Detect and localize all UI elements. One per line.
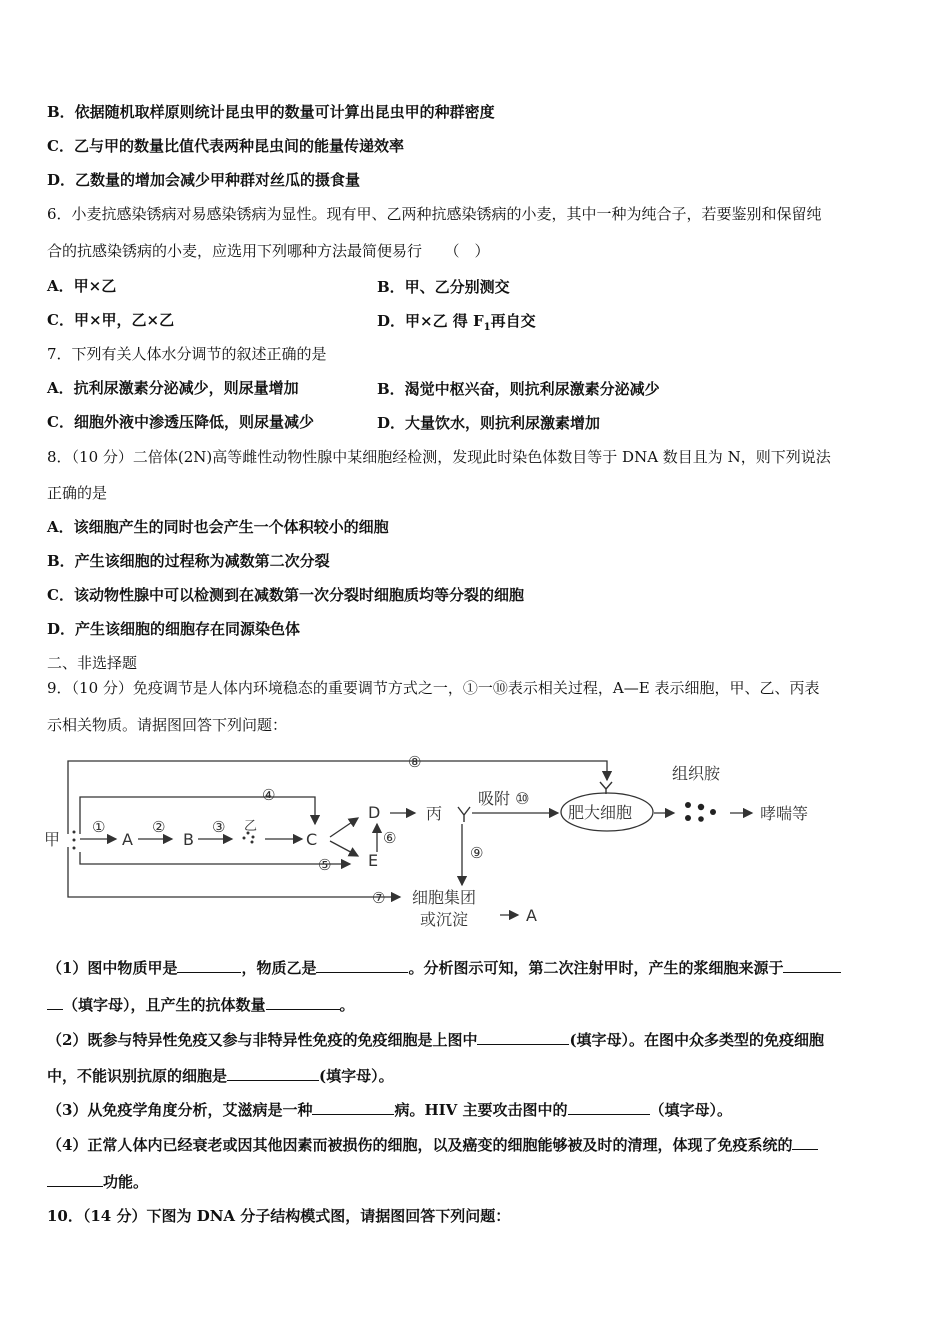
q8-stem-line2: 正确的是 <box>47 484 108 502</box>
label-xiaochuan: 哮喘等 <box>760 804 809 823</box>
q9-part3: （3）从免疫学角度分析，艾滋病是一种 病。HIV 主要攻击图中的 （填字母）。 <box>47 1101 733 1119</box>
q6-option-b: B．甲、乙分别测交 <box>377 278 510 296</box>
q9-stem-line2: 示相关物质。请据图回答下列问题： <box>47 716 288 734</box>
q10-stem: 10．（14 分）下图为 DNA 分子结构模式图，请据图回答下列问题： <box>47 1207 511 1225</box>
label-jituan-2: 或沉淀 <box>420 910 469 929</box>
label-2: ② <box>152 818 166 836</box>
q9-part1-line2: （填字母），且产生的抗体数量 。 <box>47 995 355 1015</box>
q7-stem: 7．下列有关人体水分调节的叙述正确的是 <box>47 345 327 363</box>
label-c: C <box>306 830 318 849</box>
label-a: A <box>122 830 133 849</box>
q8-option-b: B．产生该细胞的过程称为减数第二次分裂 <box>47 552 330 570</box>
q9-part1-line1: （1）图中物质甲是 ，物质乙是 。分析图示可知，第二次注射甲时，产生的浆细胞来源于 <box>47 958 841 978</box>
label-4: ④ <box>262 786 276 804</box>
q7-option-d: D．大量饮水，则抗利尿激素增加 <box>377 414 601 432</box>
label-jituan-1: 细胞集团 <box>412 888 477 907</box>
label-jia: 甲 <box>44 830 61 849</box>
immune-regulation-diagram <box>40 752 830 932</box>
q5-option-c: C．乙与甲的数量比值代表两种昆虫间的能量传递效率 <box>47 137 404 155</box>
label-8: ⑧ <box>408 753 422 771</box>
label-1: ① <box>92 818 106 836</box>
q6-option-d: D．甲×乙 得 $F_1$再自交 <box>377 312 536 333</box>
q8-option-d: D．产生该细胞的细胞存在同源染色体 <box>47 620 301 638</box>
section-heading: 二、非选择题 <box>47 654 138 672</box>
path-4 <box>80 797 315 834</box>
q8-stem-line1: 8．（10 分）二倍体(2N)高等雌性动物性腺中某细胞经检测，发现此时染色体数目等于 DNA 数目且为 N，则下列说法 <box>47 448 831 466</box>
q9-part2-line1: （2）既参与特异性免疫又参与非特异性免疫的免疫细胞是上图中 (填字母）。在图中众多类型的免疫细胞 <box>47 1031 825 1049</box>
q6-option-c: C．甲×甲，乙×乙 <box>47 311 175 329</box>
label-3: ③ <box>212 818 226 836</box>
q9-part2-line2: 中，不能识别抗原的细胞是 (填字母）。 <box>47 1067 394 1085</box>
label-6: ⑥ <box>383 829 397 847</box>
q7-option-b: B．渴觉中枢兴奋，则抗利尿激素分泌减少 <box>377 380 660 398</box>
label-5: ⑤ <box>318 856 332 874</box>
q8-option-c: C．该动物性腺中可以检测到在减数第一次分裂时细胞质均等分裂的细胞 <box>47 586 524 604</box>
path-7 <box>68 847 400 897</box>
label-bing: 丙 <box>426 804 443 823</box>
q6-option-a: A．甲×乙 <box>47 277 117 295</box>
label-7: ⑦ <box>372 889 386 907</box>
path-5 <box>80 852 350 864</box>
q6-stem-line1: 6．小麦抗感染锈病对易感染锈病为显性。现有甲、乙两种抗感染锈病的小麦，其中一种为纯合子，若要鉴别和保留纯 <box>47 205 822 223</box>
q5-option-b: B．依据随机取样原则统计昆虫甲的数量可计算出昆虫甲的种群密度 <box>47 103 495 121</box>
label-xifu: 吸附 ⑩ <box>478 789 530 808</box>
q9-part4-line1: （4）正常人体内已经衰老或因其他因素而被损伤的细胞，以及癌变的细胞能够被及时的清理，体现了免疫系统的 <box>47 1135 818 1155</box>
histamine-dots <box>685 802 716 822</box>
label-9: ⑨ <box>470 844 484 862</box>
q7-option-a: A．抗利尿激素分泌减少，则尿量增加 <box>47 379 299 397</box>
label-a2: A <box>526 906 537 925</box>
q5-option-d: D．乙数量的增加会减少甲种群对丝瓜的摄食量 <box>47 171 361 189</box>
label-b: B <box>183 830 194 849</box>
label-e: E <box>368 851 379 870</box>
label-yi: 乙 <box>244 819 258 834</box>
q9-part4-line2: 功能。 <box>47 1172 148 1192</box>
q8-option-a: A．该细胞产生的同时也会产生一个体积较小的细胞 <box>47 518 389 536</box>
q9-stem-line1: 9．（10 分）免疫调节是人体内环境稳态的重要调节方式之一，①一⑩表示相关过程，A—E 表示细胞，甲、乙、丙表 <box>47 679 820 697</box>
label-zuzhian: 组织胺 <box>672 764 721 783</box>
label-d: D <box>368 803 381 822</box>
q6-stem-line2: 合的抗感染锈病的小麦，应选用下列哪种方法最简便易行 （ ） <box>47 242 490 260</box>
label-feida: 肥大细胞 <box>568 803 633 822</box>
q7-option-c: C．细胞外液中渗透压降低，则尿量减少 <box>47 413 314 431</box>
